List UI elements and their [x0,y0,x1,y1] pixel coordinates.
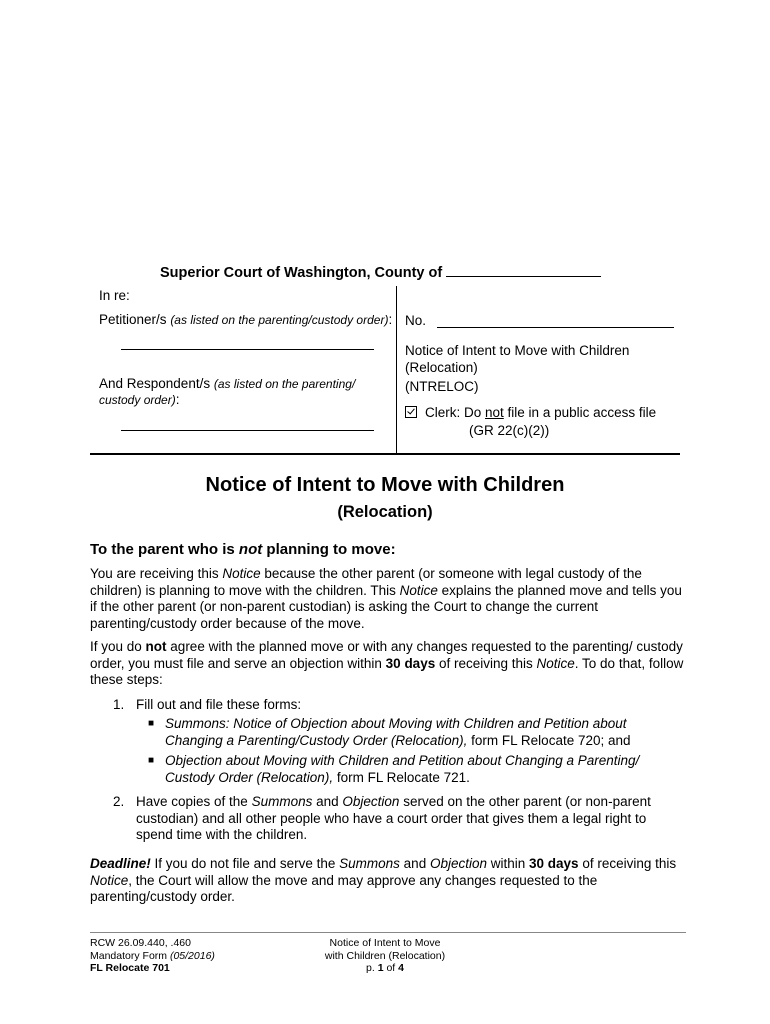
bullet-summons [148,716,678,749]
step-2-a: Have copies of the [136,794,252,809]
deadline-days: 30 days [529,856,579,871]
p1-notice1: Notice [222,566,261,581]
page-subtitle: (Relocation) [337,503,433,521]
respondent-note-1: (as listed on the parenting/ [213,377,356,391]
clerk-not: not [485,405,504,420]
footer-left [90,937,215,975]
caption-divider-vertical [396,286,397,454]
caption-divider-horizontal [90,453,680,455]
bullet-summons-title: Summons: Notice of Objection about Moving with Children and Petition about Changing a Parenting/Custody Order (Relocation), [165,716,627,748]
bullet-objection-form: form FL Relocate 721. [333,769,470,785]
footer-center [300,937,470,975]
p1-b: because the other parent (or someone with legal custody of the children) is planning to move with the children. This [90,566,642,598]
caption-doc-code: (NTRELOC) [405,379,479,394]
deadline-c: within [487,856,530,871]
in-re-label: In re: [99,288,130,303]
p2-d: . To do that, follow these steps: [90,655,684,687]
deadline-b: and [399,856,430,871]
deadline-paragraph [90,856,690,906]
respondent-note-2: custody order) [99,393,176,407]
p2-notice: Notice [536,655,575,671]
footer-divider [90,932,686,933]
step-2-summons: Summons [251,794,313,809]
section-heading-pre: To the parent who is [90,541,239,558]
case-number-line[interactable] [437,327,674,328]
objection-paragraph [90,639,690,689]
section-heading [90,541,396,558]
p2-c: of receiving this [435,655,537,671]
section-heading-not: not [238,541,263,558]
bullet-icon: ■ [148,755,155,766]
bullet-objection-title: Objection about Moving with Children and Petition about Changing a Parenting/ Custody Order (Relocation), [165,753,640,785]
checked-box-icon[interactable] [405,406,417,418]
respondent-label-block [99,376,389,408]
p1-notice2: Notice [399,582,438,598]
respondent-name-line[interactable] [121,430,374,431]
deadline-notice: Notice [90,872,129,888]
step-2-number: 2. [113,794,125,809]
clerk-instruction [405,405,656,420]
deadline-label: Deadline! [90,856,151,871]
case-number-label: No. [405,313,427,328]
step-2-b: and [312,794,343,809]
bullet-objection [148,753,678,786]
footer-form-id: FL Relocate 701 [90,962,170,974]
deadline-e: , the Court will allow the move and may approve any changes requested to the parenting/custody order. [90,872,598,904]
footer-center-1: Notice of Intent to Move [329,937,441,949]
section-heading-post: planning to move: [262,541,396,558]
caption-doc-title [405,342,629,376]
p2-b: agree with the planned move or with any changes requested to the parenting/ custody order, you must file and serve an objection within [90,639,683,671]
deadline-objection: Objection [429,856,487,871]
footer-rcw: RCW 26.09.440, .460 [90,937,191,949]
clerk-post: file in a public access file [503,405,657,420]
step-1-number: 1. [113,697,125,712]
caption-doc-title-1: Notice of Intent to Move with Children [405,343,630,358]
step-2-c: served on the other parent (or non-parent custodian) and all other people who have a court order that gives them a legal right to spend time with the children. [136,794,651,842]
county-blank[interactable] [446,262,601,277]
footer-page-pre: p. [366,962,378,974]
caption-doc-title-2: (Relocation) [405,360,478,375]
deadline-summons: Summons [339,856,400,871]
step-1-text: Fill out and file these forms: [136,697,302,712]
petitioner-label: Petitioner/s [99,312,167,327]
p2-a: If you do [90,639,146,654]
clerk-pre: Clerk: Do [425,405,486,420]
footer-page-total: 4 [398,962,404,974]
deadline-d: of receiving this [578,856,677,871]
footer-page-mid: of [383,962,399,974]
court-heading [160,262,601,281]
petitioner-note: (as listed on the parenting/custody order) [170,313,389,327]
p1-a: You are receiving this [90,566,223,581]
deadline-a: If you do not file and serve the [150,856,340,871]
footer-date: (05/2016) [169,949,215,962]
respondent-label: And Respondent/s [99,376,211,391]
petitioner-colon: : [388,312,393,327]
petitioner-label-row [99,312,392,327]
bullet-summons-form: form FL Relocate 720; and [467,732,631,748]
footer-mandatory: Mandatory Form [90,949,170,962]
footer-center-2: with Children (Relocation) [324,949,446,962]
footer-page-num: 1 [377,962,384,974]
intro-paragraph [90,566,690,632]
p2-days: 30 days [385,655,436,671]
page-title: Notice of Intent to Move with Children [205,474,565,496]
p1-c: explains the planned move and tells you if the other parent (or non-parent custodian) is asking the Court to change the current parenting/custody order because of the move. [90,582,682,631]
bullet-icon: ■ [148,718,155,729]
step-1 [113,697,673,714]
step-2-objection: Objection [342,794,400,809]
respondent-colon: : [175,392,180,407]
clerk-rule: (GR 22(c)(2)) [469,423,550,438]
p2-not: not [145,639,167,654]
petitioner-name-line[interactable] [121,349,374,350]
court-prefix: Superior Court of Washington, County of [160,265,443,281]
step-2 [113,794,673,844]
